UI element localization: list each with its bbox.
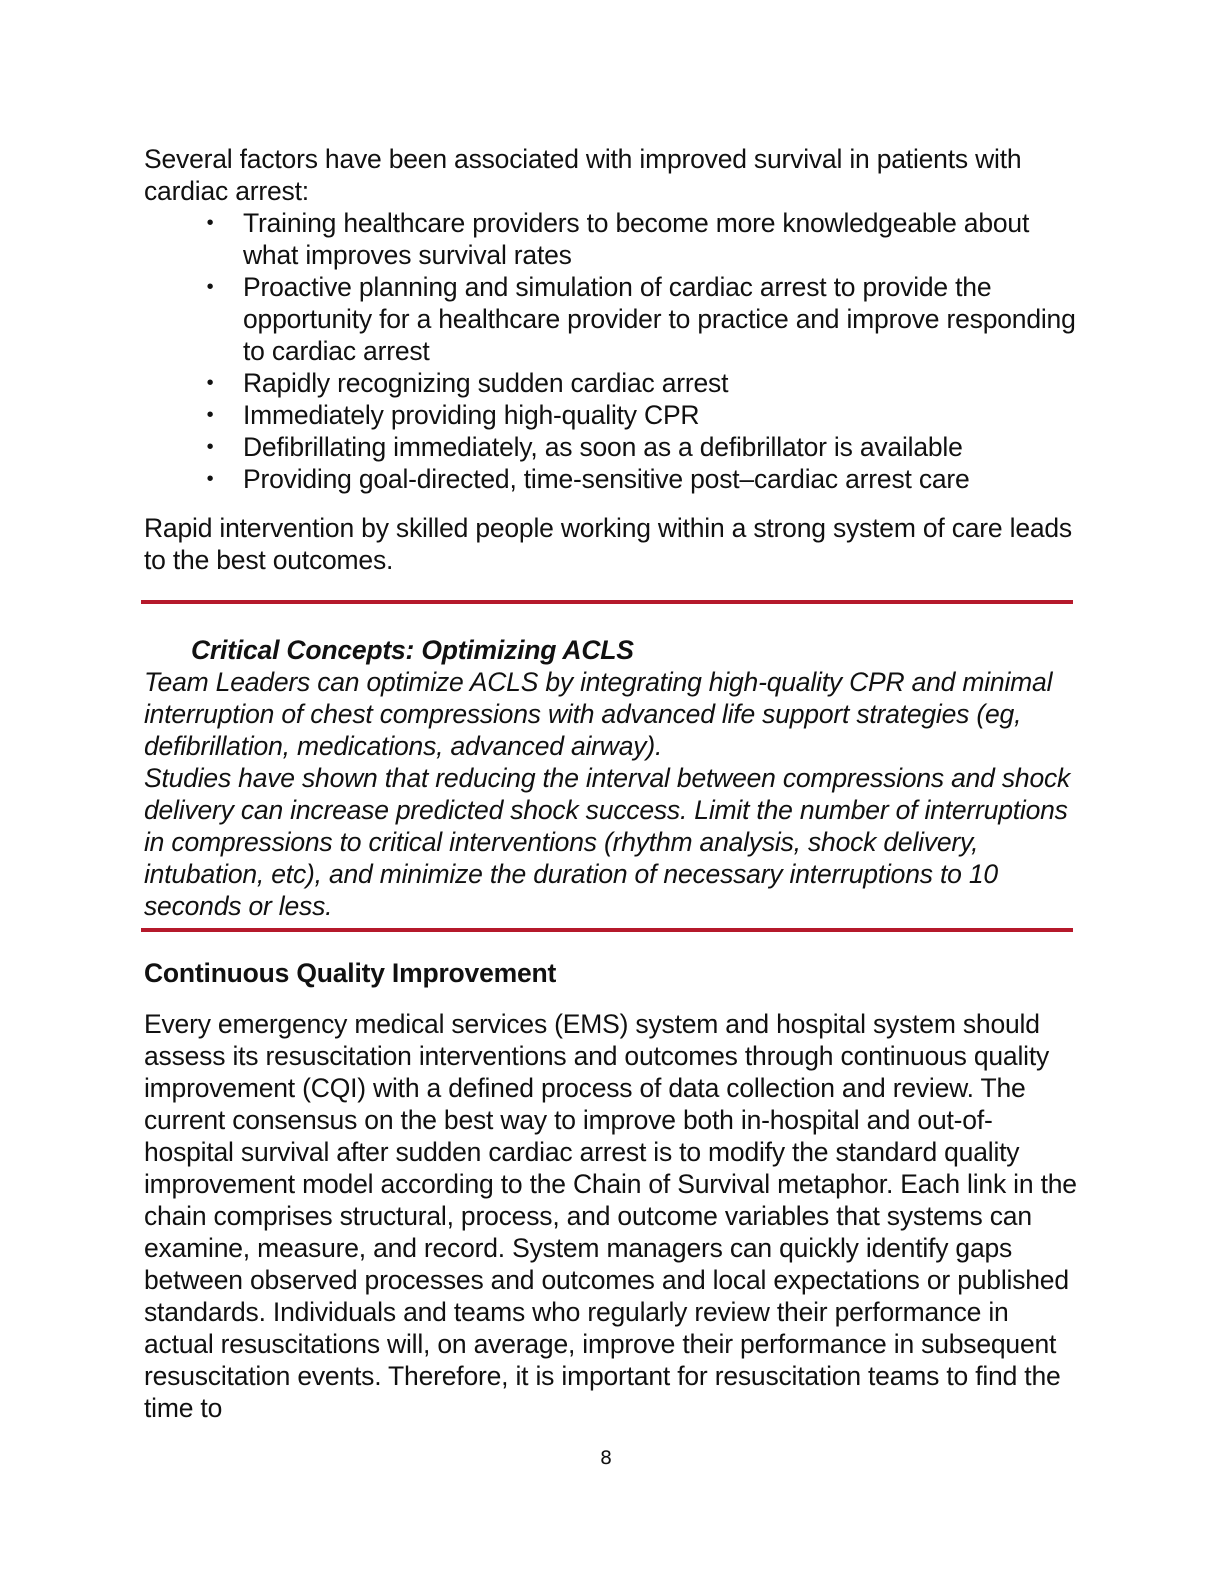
- list-item: [200, 207, 1080, 271]
- closing-paragraph: Rapid intervention by skilled people working within a strong system of care leads to the best outcomes.: [144, 513, 1072, 575]
- callout-top-rule: [141, 600, 1073, 604]
- list-item: [200, 431, 1080, 463]
- callout-paragraph: Team Leaders can optimize ACLS by integrating high-quality CPR and minimal interruption of chest compressions with advanced life support strategies (eg, defibrillation, medications, advanced airway).: [144, 667, 1053, 761]
- list-item-text: Rapidly recognizing sudden cardiac arrest: [243, 368, 729, 398]
- list-item: [200, 367, 1080, 399]
- list-item-text: Immediately providing high-quality CPR: [243, 400, 700, 430]
- list-item: [200, 463, 1080, 495]
- bullet-icon: •: [206, 436, 214, 458]
- bullet-icon: •: [206, 404, 214, 426]
- section-heading: Continuous Quality Improvement: [144, 958, 557, 988]
- list-item-text: Training healthcare providers to become more knowledgeable about what improves survival rates: [243, 208, 1030, 270]
- bullet-icon: •: [206, 468, 214, 490]
- callout-title: Critical Concepts: Optimizing ACLS: [191, 635, 634, 665]
- bullet-icon: •: [206, 212, 214, 234]
- callout-body: [144, 666, 1084, 922]
- list-item-text: Proactive planning and simulation of cardiac arrest to provide the opportunity for a healthcare provider to practice and improve responding to cardiac arrest: [243, 272, 1076, 366]
- list-item: [200, 271, 1080, 367]
- bullet-icon: •: [206, 276, 214, 298]
- section-body-paragraph: Every emergency medical services (EMS) system and hospital system should assess its resuscitation interventions and outcomes through continuous quality improvement (CQI) with a defined process of data collection and review. The current consensus on the best way to improve both in-hospital and out-of-hospital survival after sudden cardiac arrest is to modify the standard quality improvement model according to the Chain of Survival metaphor. Each link in the chain comprises structural, process, and outcome variables that systems can examine, measure, and record. System managers can quickly identify gaps between observed processes and outcomes and local expectations or published standards. Individuals and teams who regularly review their performance in actual resuscitations will, on average, improve their performance in subsequent resuscitation events. Therefore, it is important for resuscitation teams to find the time to: [144, 1009, 1077, 1423]
- callout-paragraph: Studies have shown that reducing the interval between compressions and shock delivery can increase predicted shock success. Limit the number of interruptions in compressions to critical interventions (rhythm analysis, shock delivery, intubation, etc), and minimize the duration of necessary interruptions to 10 seconds or less.: [144, 763, 1071, 921]
- page-number: 8: [599, 1447, 613, 1469]
- list-item-text: Defibrillating immediately, as soon as a defibrillator is available: [243, 432, 963, 462]
- bullet-icon: •: [206, 372, 214, 394]
- list-item: [200, 399, 1080, 431]
- callout-bottom-rule: [141, 928, 1073, 932]
- list-item-text: Providing goal-directed, time-sensitive post–cardiac arrest care: [243, 464, 970, 494]
- intro-paragraph: Several factors have been associated with improved survival in patients with cardiac arrest:: [144, 144, 1022, 206]
- survival-factors-list: [200, 207, 1080, 495]
